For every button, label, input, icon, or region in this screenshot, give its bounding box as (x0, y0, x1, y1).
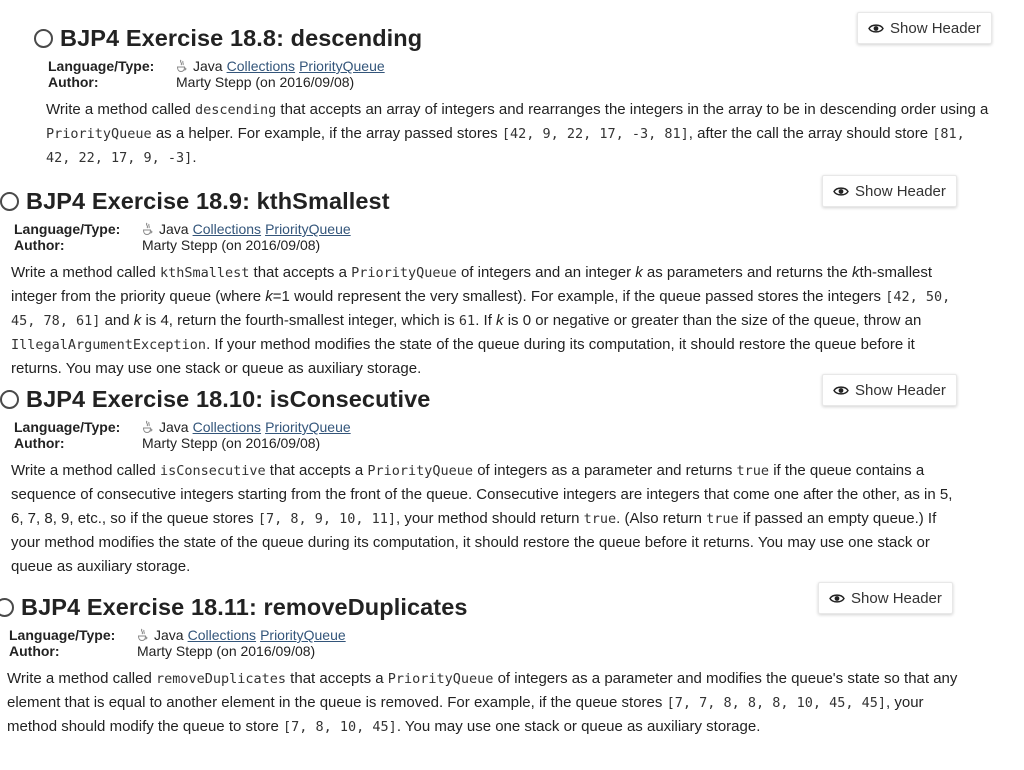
show-header-button[interactable] (822, 374, 957, 406)
description-text: of integers as a parameter and returns (473, 462, 737, 479)
description-text: Write a method called (11, 264, 160, 281)
code-span: [7, 8, 10, 45] (283, 719, 397, 735)
description-text: as a helper. For example, if the array passed stores (151, 125, 502, 142)
italic-variable: k (635, 264, 643, 281)
description-text: , your method should modify the queue to store (7, 694, 924, 735)
language-name: Java (154, 627, 184, 643)
author-label: Author: (14, 237, 65, 253)
author-value: Marty Stepp (on 2016/09/08) (142, 435, 321, 451)
radio-circle-icon[interactable] (0, 598, 14, 617)
italic-variable: k (496, 312, 504, 329)
exercise-title: BJP4 Exercise 18.11: removeDuplicates (21, 593, 468, 620)
description-text: . (192, 149, 197, 166)
description-text: as parameters and returns the (642, 264, 853, 281)
exercise-description (34, 98, 996, 170)
description-text: that accepts a (286, 670, 388, 687)
code-span: [42, 9, 22, 17, -3, 81] (501, 126, 689, 142)
exercise-meta (0, 221, 1000, 253)
author-label: Author: (14, 435, 65, 451)
radio-circle-icon[interactable] (0, 390, 19, 409)
show-header-button[interactable] (857, 12, 992, 44)
description-text: , after the call the array should store (688, 125, 933, 142)
code-span: removeDuplicates (155, 671, 287, 687)
exercise-18-8 (34, 23, 994, 170)
show-header-label: Show Header (851, 589, 942, 607)
exercise-18-11 (0, 589, 995, 741)
italic-variable: k (852, 264, 860, 281)
show-header-label: Show Header (855, 381, 946, 399)
language-label: Language/Type: (14, 221, 121, 237)
exercise-description (0, 261, 959, 381)
eye-icon (833, 385, 849, 396)
language-name: Java (159, 419, 189, 435)
tag-link-collections[interactable]: Collections (192, 419, 262, 435)
exercise-meta (34, 58, 994, 90)
description-text: Write a method called (11, 462, 160, 479)
radio-circle-icon[interactable] (34, 29, 53, 48)
language-label: Language/Type: (9, 627, 116, 643)
code-span: IllegalArgumentException (11, 337, 207, 353)
java-icon (142, 222, 153, 236)
eye-icon (829, 593, 845, 604)
code-span: [7, 7, 8, 8, 8, 10, 45, 45] (666, 695, 887, 711)
show-header-label: Show Header (890, 19, 981, 37)
exercise-title: BJP4 Exercise 18.10: isConsecutive (26, 385, 431, 412)
exercise-title: BJP4 Exercise 18.9: kthSmallest (26, 187, 390, 214)
author-label: Author: (9, 643, 60, 659)
exercise-18-9 (0, 186, 1000, 381)
language-value (176, 58, 385, 74)
tag-link-priorityqueue[interactable]: PriorityQueue (299, 58, 385, 74)
code-span: true (736, 463, 770, 479)
author-label: Author: (48, 74, 99, 90)
exercise-meta (0, 419, 1000, 451)
code-span: kthSmallest (159, 265, 250, 281)
exercise-meta (0, 627, 995, 659)
language-label: Language/Type: (48, 58, 155, 74)
tag-link-priorityqueue[interactable]: PriorityQueue (260, 627, 346, 643)
description-text: is 4, return the fourth-smallest integer, which is (141, 312, 459, 329)
code-span: [7, 8, 9, 10, 11] (257, 511, 396, 527)
java-icon (176, 59, 187, 73)
tag-link-collections[interactable]: Collections (226, 58, 296, 74)
description-text: . If (475, 312, 497, 329)
language-label: Language/Type: (14, 419, 121, 435)
exercise-description (0, 667, 962, 741)
language-name: Java (159, 221, 189, 237)
exercise-title-row (34, 23, 994, 53)
code-span: [42, 50, 45, 78, 61] (11, 289, 951, 329)
code-span: descending (194, 102, 277, 118)
language-value (142, 221, 351, 237)
exercise-title: BJP4 Exercise 18.8: descending (60, 24, 423, 51)
java-icon (142, 420, 153, 434)
author-value: Marty Stepp (on 2016/09/08) (176, 74, 355, 90)
description-text: that accepts a (249, 264, 352, 281)
eye-icon (868, 23, 884, 34)
language-value (137, 627, 346, 643)
exercise-description (0, 459, 961, 579)
description-text: if the queue contains a sequence of consecutive integers starting from the front of the queue. Consecutive integers are integers that come one after the other, as in 5, 6, 7, 8, 9, etc., so if the queue stores (11, 462, 953, 527)
show-header-button[interactable] (822, 175, 957, 207)
description-text: =1 would represent the very smallest). For example, if the queue passed stores the integers (272, 288, 886, 305)
description-text: that accepts a (265, 462, 368, 479)
italic-variable: k (265, 288, 273, 305)
author-value: Marty Stepp (on 2016/09/08) (137, 643, 316, 659)
code-span: PriorityQueue (387, 671, 494, 687)
show-header-button[interactable] (818, 582, 953, 614)
description-text: of integers as a parameter and modifies the queue's state so that any element that is equal to another element in the queue is removed. For example, if the queue stores (7, 670, 958, 711)
language-name: Java (193, 58, 223, 74)
code-span: [81, 42, 22, 17, 9, -3] (46, 126, 965, 166)
author-value: Marty Stepp (on 2016/09/08) (142, 237, 321, 253)
tag-link-priorityqueue[interactable]: PriorityQueue (265, 221, 351, 237)
code-span: PriorityQueue (46, 126, 152, 142)
description-text: . If your method modifies the state of the queue during its computation, it should restore the queue before it returns. You may use one stack or queue as auxiliary storage. (11, 336, 915, 377)
eye-icon (833, 186, 849, 197)
description-text: Write a method called (46, 101, 195, 118)
code-span: PriorityQueue (351, 265, 457, 281)
description-text: th-smallest integer from the priority queue (where (11, 264, 933, 305)
exercise-18-10 (0, 381, 1000, 579)
code-span: true (706, 511, 739, 527)
code-span: PriorityQueue (367, 463, 474, 479)
description-text: is 0 or negative or greater than the size of the queue, throw an (503, 312, 922, 329)
description-text: . You may use one stack or queue as auxiliary storage. (396, 718, 761, 735)
radio-circle-icon[interactable] (0, 192, 19, 211)
java-icon (137, 628, 148, 642)
italic-variable: k (133, 312, 142, 329)
show-header-label: Show Header (855, 182, 946, 200)
code-span: 61 (458, 313, 476, 329)
description-text: . (Also return (616, 510, 707, 527)
code-span: true (583, 511, 617, 527)
description-text: that accepts an array of integers and rearranges the integers in the array to be in descending order using a (276, 101, 989, 118)
tag-link-collections[interactable]: Collections (187, 627, 257, 643)
description-text: if passed an empty queue.) If your method modifies the state of the queue during its computation, it should restore the queue before it returns. You may use one stack or queue as auxiliary storage. (11, 510, 937, 575)
description-text: Write a method called (7, 670, 156, 687)
language-value (142, 419, 351, 435)
description-text: and (100, 312, 134, 329)
description-text: of integers and an integer (456, 264, 636, 281)
tag-link-collections[interactable]: Collections (192, 221, 262, 237)
description-text: , your method should return (395, 510, 584, 527)
code-span: isConsecutive (159, 463, 266, 479)
tag-link-priorityqueue[interactable]: PriorityQueue (265, 419, 351, 435)
